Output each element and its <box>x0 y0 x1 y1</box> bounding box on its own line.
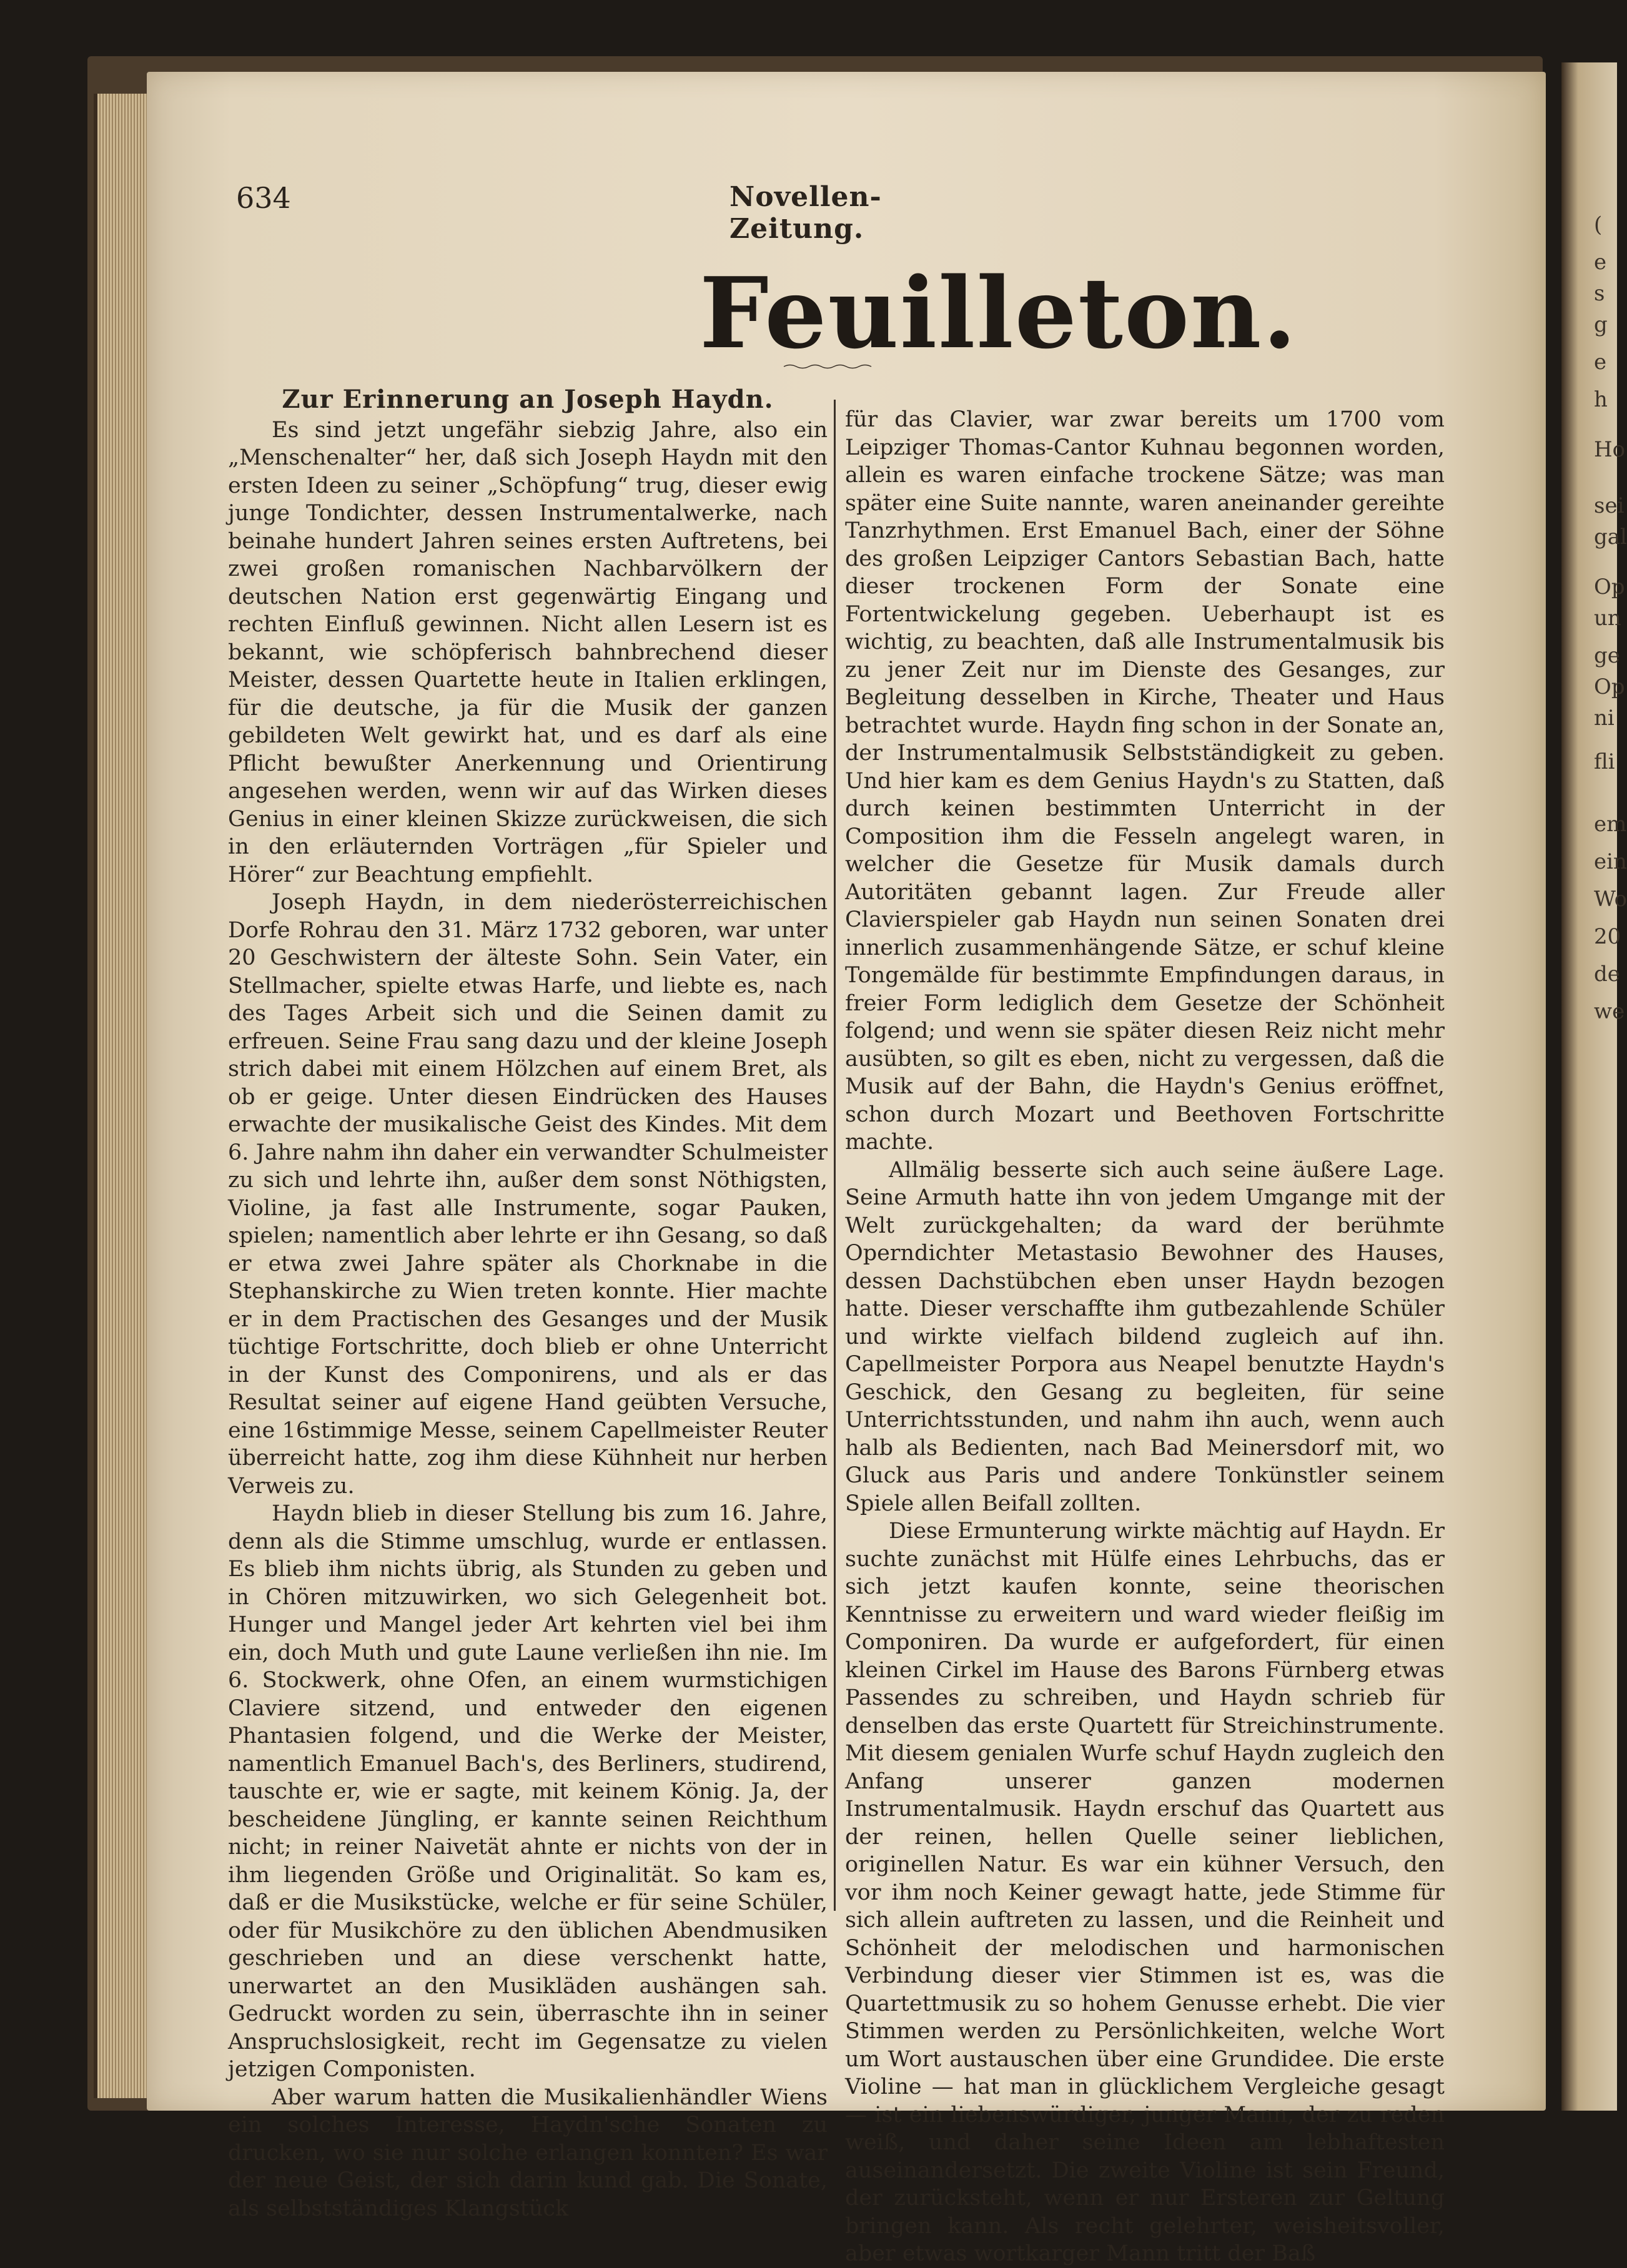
running-title: Novellen-Zeitung. <box>729 181 882 245</box>
paragraph: Diese Ermunterung wirkte mächtig auf Haydn. Er suchte zunächst mit Hülfe eines Lehrbuchs, das er sich jetzt kaufen konnte, seine theorischen Kenntnisse zu erweitern und ward wieder fleißig im Componiren. Da wurde er aufgefordert, für einen kleinen Cirkel im Hause des Barons Fürnberg etwas Passendes zu schreiben, und Haydn schrieb für denselben das erste Quartett für Streichinstrumente. Mit diesem genialen Wurfe schuf Haydn zugleich den Anfang unserer ganzen modernen Instrumentalmusik. Haydn erschuf das Quartett aus der reinen, hellen Quelle seiner lieblichen, originellen Natur. Es war ein kühner Versuch, den vor ihm noch Keiner gewagt hatte, jede Stimme für sich allein auftreten zu lassen, und die Reinheit und Schönheit der melodischen und harmonischen Verbindung dieser vier Stimmen ist es, was die Quartettmusik zu so hohem Genusse erhebt. Die vier Stimmen werden zu Persönlichkeiten, welche Wort um Wort austauschen über eine Grundidee. Die erste Violine — hat man in glücklichem Vergleiche gesagt — ist ein liebenswürdiger, junger Mann, der zu reden weiß, und daher seine Ideen am lebhaftesten auseinandersetzt. Die zweite Violine ist sein Freund, der zurücksteht, wenn er nur Ersteren zur Geltung bringen kann. Als recht gelehrter, weisheitsvoller, aber etwas wortkarger Mann tritt der Baß <box>845 1519 1445 2266</box>
adjacent-page-fragment: ( <box>1594 212 1603 237</box>
adjacent-page-fragment: Op <box>1594 574 1625 599</box>
adjacent-page-fragment: s <box>1594 281 1605 306</box>
adjacent-page-fragment: ein <box>1594 849 1627 874</box>
adjacent-page-fragment: Wo <box>1594 887 1627 912</box>
adjacent-page-fragment: em <box>1594 812 1627 837</box>
adjacent-page-fragment: 20 <box>1594 924 1621 949</box>
paragraph: Allmälig besserte sich auch seine äußere Lage. Seine Armuth hatte ihn von jedem Umgange mit der Welt zurückgehalten; da ward der berühmte Operndichter Metastasio Bewohner des Hauses, dessen Dachstübchen eben unser Haydn bezogen hatte. Dieser verschaffte ihm gutbezahlende Schüler und wirkte vielfach bildend zugleich auf ihn. Capellmeister Porpora aus Neapel benutzte Haydn's Geschick, den Gesang zu begleiten, für seine Unterrichtsstunden, und nahm ihn auch, wenn auch halb als Bedienten, nach Bad Meinersdorf mit, wo Gluck aus Paris und andere Tonkünstler seinem Spiele allen Beifall zollten. <box>845 1157 1445 1516</box>
paragraph: Aber warum hatten die Musikalienhändler Wiens ein solches Interesse, Haydn'sche Sonaten zu drucken, wo sie nur solche erlangen konnten? Es war der neue Geist, der sich darin kund gab. Die Sonate, als selbstständiges Klangstück <box>228 2084 828 2221</box>
adjacent-page-fragment: un <box>1594 606 1621 631</box>
column-divider <box>834 400 836 1911</box>
adjacent-page-fragment: Op <box>1594 674 1625 699</box>
paragraph: für das Clavier, war zwar bereits um 1700 vom Leipziger Thomas-Cantor Kuhnau begonnen worden, allein es waren einfache trockene Sätze; was man später eine Suite nannte, waren aneinander gereihte Tanzrhythmen. Erst Emanuel Bach, einer der Söhne des großen Leipziger Cantors Sebastian Bach, hatte dieser trockenen Form der Sonate eine Fortentwickelung gegeben. Ueberhaupt ist es wichtig, zu beachten, daß alle Instrumentalmusik bis zu jener Zeit nur im Dienste des Gesanges, zur Begleitung desselben in Kirche, Theater und Haus betrachtet wurde. Haydn fing schon in der Sonate an, der Instrumentalmusik Selbstständigkeit zu geben. Und hier kam es dem Genius Haydn's zu Statten, daß durch keinen bestimmten Unterricht in der Composition ihm die Fesseln angelegt waren, in welcher die Gesetze für Musik damals durch Autoritäten gebannt lagen. Zur Freude aller Clavierspieler gab Haydn nun seinen Sonaten drei innerlich zusammenhängende Sätze, er schuf kleine Tongemälde für bestimmte Empfindungen daraus, in freier Form lediglich dem Gesetze der Schönheit folgend; und wenn sie später diesen Reiz nicht mehr ausübten, so gilt es eben, nicht zu vergessen, daß die Musik auf der Bahn, die Haydn's Genius eröffnet, schon durch Mozart und Beethoven Fortschritte machte. <box>845 407 1445 1155</box>
adjacent-page-fragment: e <box>1594 350 1607 375</box>
adjacent-page-fragment: h <box>1594 387 1608 412</box>
left-column <box>228 386 828 2222</box>
paragraph: Es sind jetzt ungefähr siebzig Jahre, also ein „Menschenalter“ her, daß sich Joseph Haydn mit den ersten Ideen zu seiner „Schöpfung“ trug, dieser ewig junge Tondichter, dessen Instrumentalwerke, nach beinahe hundert Jahren seines ersten Auftretens, bei zwei großen romanischen Nachbarvölkern der deutschen Nation erst gegenwärtig Eingang und rechten Einfluß gewinnen. Nicht allen Lesern ist es bekannt, wie schöpferisch bahnbrechend dieser Meister, dessen Quartette heute in Italien erklingen, für die deutsche, ja für die Musik der ganzen gebildeten Welt gewirkt hat, und es darf als eine Pflicht bewußter Anerkennung und Orientirung angesehen werden, wenn wir auf das Wirken dieses Genius in einer kleinen Skizze zurückweisen, die sich in den erläuternden Vorträgen „für Spieler und Hörer“ zur Beachtung empfiehlt. <box>228 417 828 887</box>
adjacent-page-fragment: fli <box>1594 749 1615 774</box>
title-ornament <box>784 363 871 370</box>
adjacent-page-fragment: we <box>1594 999 1625 1024</box>
adjacent-page-fragment: Ho <box>1594 437 1626 462</box>
page-header <box>236 181 923 245</box>
adjacent-page-fragment: de <box>1594 962 1620 987</box>
adjacent-page-fragment: sei <box>1594 493 1625 518</box>
article-heading: Zur Erinnerung an Joseph Haydn. <box>282 385 774 414</box>
adjacent-page-fragment: ge <box>1594 643 1620 668</box>
page-number: 634 <box>236 181 291 215</box>
right-column <box>845 406 1445 2268</box>
paragraph: Joseph Haydn, in dem niederösterreichischen Dorfe Rohrau den 31. März 1732 geboren, war unter 20 Geschwistern der älteste Sohn. Sein Vater, ein Stellmacher, spielte etwas Harfe, und liebte es, nach des Tages Arbeit sich und die Seinen damit zu erfreuen. Seine Frau sang dazu und der kleine Joseph strich dabei mit einem Hölzchen auf einem Bret, als ob er geige. Unter diesen Eindrücken des Hauses erwachte der musikalische Geist des Kindes. Mit dem 6. Jahre nahm ihn daher ein verwandter Schulmeister zu sich und lehrte ihn, außer dem sonst Nöthigsten, Violine, ja fast alle Instrumente, sogar Pauken, spielen; namentlich aber lehrte er ihn Gesang, so daß er etwa zwei Jahre später als Chorknabe in die Stephanskirche zu Wien treten konnte. Hier machte er in dem Practischen des Gesanges und der Musik tüchtige Fortschritte, doch blieb er ohne Unterricht in der Kunst des Componirens, und als er das Resultat seiner auf eigene Hand geübten Versuche, eine 16stimmige Messe, seinem Capellmeister Reuter überreicht hatte, zog ihm diese Kühnheit nur herben Verweis zu. <box>228 890 828 1499</box>
adjacent-page-fragment: ni <box>1594 706 1615 731</box>
paragraph: Haydn blieb in dieser Stellung bis zum 16. Jahre, denn als die Stimme umschlug, wurde er entlassen. Es blieb ihm nichts übrig, als Stunden zu geben und in Chören mitzuwirken, wo sich Gelegenheit bot. Hunger und Mangel jeder Art kehrten viel bei ihm ein, doch Muth und gute Laune verließen ihn nie. Im 6. Stockwerk, ohne Ofen, an einem wurmstichigen Claviere sitzend, und entweder den eigenen Phantasien folgend, und die Werke der Meister, namentlich Emanuel Bach's, des Berliners, studirend, tauschte er, wie er sagte, mit keinem König. Ja, der bescheidene Jüngling, er kannte seinen Reichthum nicht; in reiner Naivetät ahnte er nichts von der in ihm liegenden Größe und Originalität. So kam es, daß er die Musikstücke, welche er für seine Schüler, oder für Musikchöre zu den üblichen Abendmusiken geschrieben und an diese verschenkt hatte, unerwartet an den Musikläden aushängen sah. Gedruckt worden zu sein, überraschte ihn in seiner Anspruchslosigkeit, recht im Gegensatze zu vielen jetzigen Componisten. <box>228 1501 828 2082</box>
adjacent-page-fragment: e <box>1594 250 1607 275</box>
adjacent-page-fragment: g <box>1594 312 1608 337</box>
adjacent-page-fragment: gal <box>1594 525 1627 550</box>
section-title: Feuilleton. <box>700 256 1298 370</box>
